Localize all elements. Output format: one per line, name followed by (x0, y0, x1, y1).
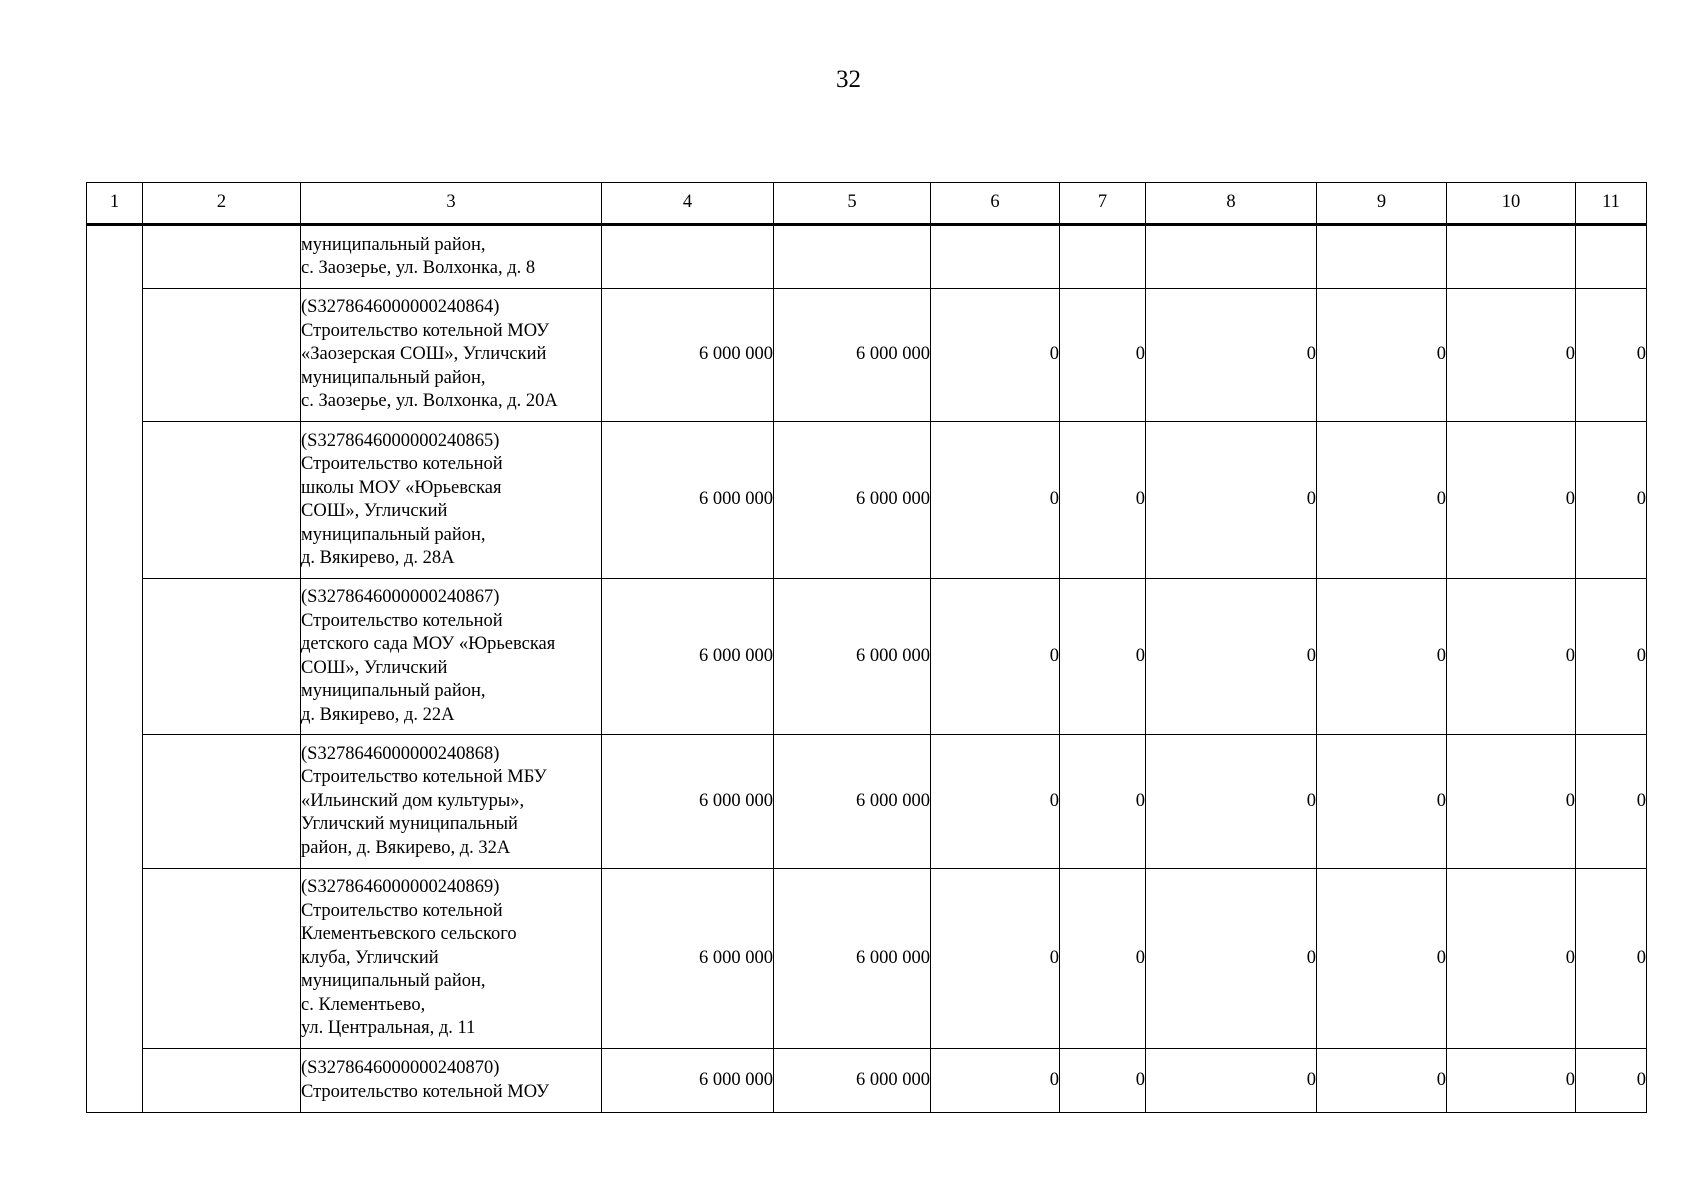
value-cell: 0 (931, 422, 1060, 579)
value-cell: 6 000 000 (774, 869, 931, 1049)
value-cell: 0 (931, 735, 1060, 869)
table-cell (1576, 225, 1647, 289)
table-cell (143, 225, 301, 289)
value-cell: 6 000 000 (602, 422, 774, 579)
column-header: 1 (87, 183, 143, 225)
value-cell: 0 (1576, 1049, 1647, 1113)
column-header: 11 (1576, 183, 1647, 225)
value-cell: 0 (1317, 579, 1447, 735)
value-cell: 0 (1146, 422, 1317, 579)
object-description-text: (S3278646000000240868) Строительство котельной МБУ «Ильинский дом культуры», Угличский муниципальный район, д. Вякирево, д. 32А (301, 743, 547, 858)
column-header: 10 (1447, 183, 1576, 225)
header-row (87, 183, 1647, 225)
object-description-text: муниципальный район, с. Заозерье, ул. Волхонка, д. 8 (301, 234, 536, 278)
table-cell (1146, 225, 1317, 289)
object-description (301, 422, 602, 579)
table-cell (1317, 225, 1447, 289)
value-cell: 0 (1576, 869, 1647, 1049)
value-cell: 6 000 000 (774, 289, 931, 422)
table-cell (602, 225, 774, 289)
table-cell (143, 735, 301, 869)
value-cell: 0 (1317, 1049, 1447, 1113)
table-cell (143, 289, 301, 422)
value-cell: 0 (1317, 735, 1447, 869)
object-description (301, 289, 602, 422)
table-row (87, 1049, 1647, 1113)
value-cell: 6 000 000 (602, 869, 774, 1049)
value-cell: 0 (931, 289, 1060, 422)
value-cell: 0 (931, 1049, 1060, 1113)
value-cell: 0 (931, 869, 1060, 1049)
value-cell: 0 (1447, 735, 1576, 869)
value-cell: 0 (1447, 869, 1576, 1049)
table-cell (143, 1049, 301, 1113)
value-cell: 0 (1317, 289, 1447, 422)
value-cell: 0 (1060, 422, 1146, 579)
table-cell (774, 225, 931, 289)
column-header: 6 (931, 183, 1060, 225)
table-row (87, 735, 1647, 869)
column-header: 5 (774, 183, 931, 225)
object-description-text: (S3278646000000240870) Строительство котельной МОУ (301, 1058, 550, 1102)
table-row (87, 579, 1647, 735)
table-cell (931, 225, 1060, 289)
page-number: 32 (836, 66, 861, 93)
value-cell: 6 000 000 (602, 579, 774, 735)
column-header: 4 (602, 183, 774, 225)
value-cell: 0 (1317, 869, 1447, 1049)
value-cell: 0 (1576, 579, 1647, 735)
table-cell (1060, 225, 1146, 289)
value-cell: 6 000 000 (602, 1049, 774, 1113)
value-cell: 0 (1576, 422, 1647, 579)
table-cell (143, 869, 301, 1049)
value-cell: 0 (1447, 579, 1576, 735)
value-cell: 0 (1447, 289, 1576, 422)
object-description (301, 869, 602, 1049)
value-cell: 6 000 000 (602, 289, 774, 422)
value-cell: 0 (1146, 1049, 1317, 1113)
budget-table (86, 182, 1647, 1113)
table-cell (143, 422, 301, 579)
value-cell: 0 (1060, 579, 1146, 735)
value-cell: 6 000 000 (602, 735, 774, 869)
value-cell: 0 (1060, 1049, 1146, 1113)
value-cell: 0 (1576, 735, 1647, 869)
object-description (301, 579, 602, 735)
value-cell: 6 000 000 (774, 735, 931, 869)
object-description (301, 225, 602, 289)
value-cell: 0 (1576, 289, 1647, 422)
column-header: 8 (1146, 183, 1317, 225)
value-cell: 0 (1146, 869, 1317, 1049)
value-cell: 0 (1060, 735, 1146, 869)
value-cell: 0 (931, 579, 1060, 735)
table-row (87, 869, 1647, 1049)
object-description (301, 1049, 602, 1113)
column-header: 2 (143, 183, 301, 225)
value-cell: 0 (1317, 422, 1447, 579)
object-description-text: (S3278646000000240865) Строительство котельной школы МОУ «Юрьевская СОШ», Угличский муниципальный район, д. Вякирево, д. 28А (301, 430, 503, 568)
object-description-text: (S3278646000000240869) Строительство котельной Клементьевского сельского клуба, Угличский муниципальный район, с. Клементьево, ул. Центральная, д. 11 (301, 877, 517, 1039)
value-cell: 0 (1146, 735, 1317, 869)
value-cell: 6 000 000 (774, 422, 931, 579)
value-cell: 0 (1060, 289, 1146, 422)
value-cell: 0 (1146, 579, 1317, 735)
value-cell: 0 (1060, 869, 1146, 1049)
value-cell: 6 000 000 (774, 1049, 931, 1113)
table-row (87, 289, 1647, 422)
value-cell: 0 (1447, 1049, 1576, 1113)
table-cell (143, 579, 301, 735)
col1-merged-cell (87, 225, 143, 1113)
table-row (87, 422, 1647, 579)
value-cell: 0 (1146, 289, 1317, 422)
object-description-text: (S3278646000000240867) Строительство котельной детского сада МОУ «Юрьевская СОШ», Угличский муниципальный район, д. Вякирево, д. 22А (301, 587, 556, 725)
column-header: 7 (1060, 183, 1146, 225)
table-cell (1447, 225, 1576, 289)
value-cell: 0 (1447, 422, 1576, 579)
object-description (301, 735, 602, 869)
object-description-text: (S3278646000000240864) Строительство котельной МОУ «Заозерская СОШ», Угличский муниципальный район, с. Заозерье, ул. Волхонка, д. 20А (301, 297, 558, 412)
column-header: 9 (1317, 183, 1447, 225)
column-header: 3 (301, 183, 602, 225)
table-row-continuation (87, 225, 1647, 289)
value-cell: 6 000 000 (774, 579, 931, 735)
